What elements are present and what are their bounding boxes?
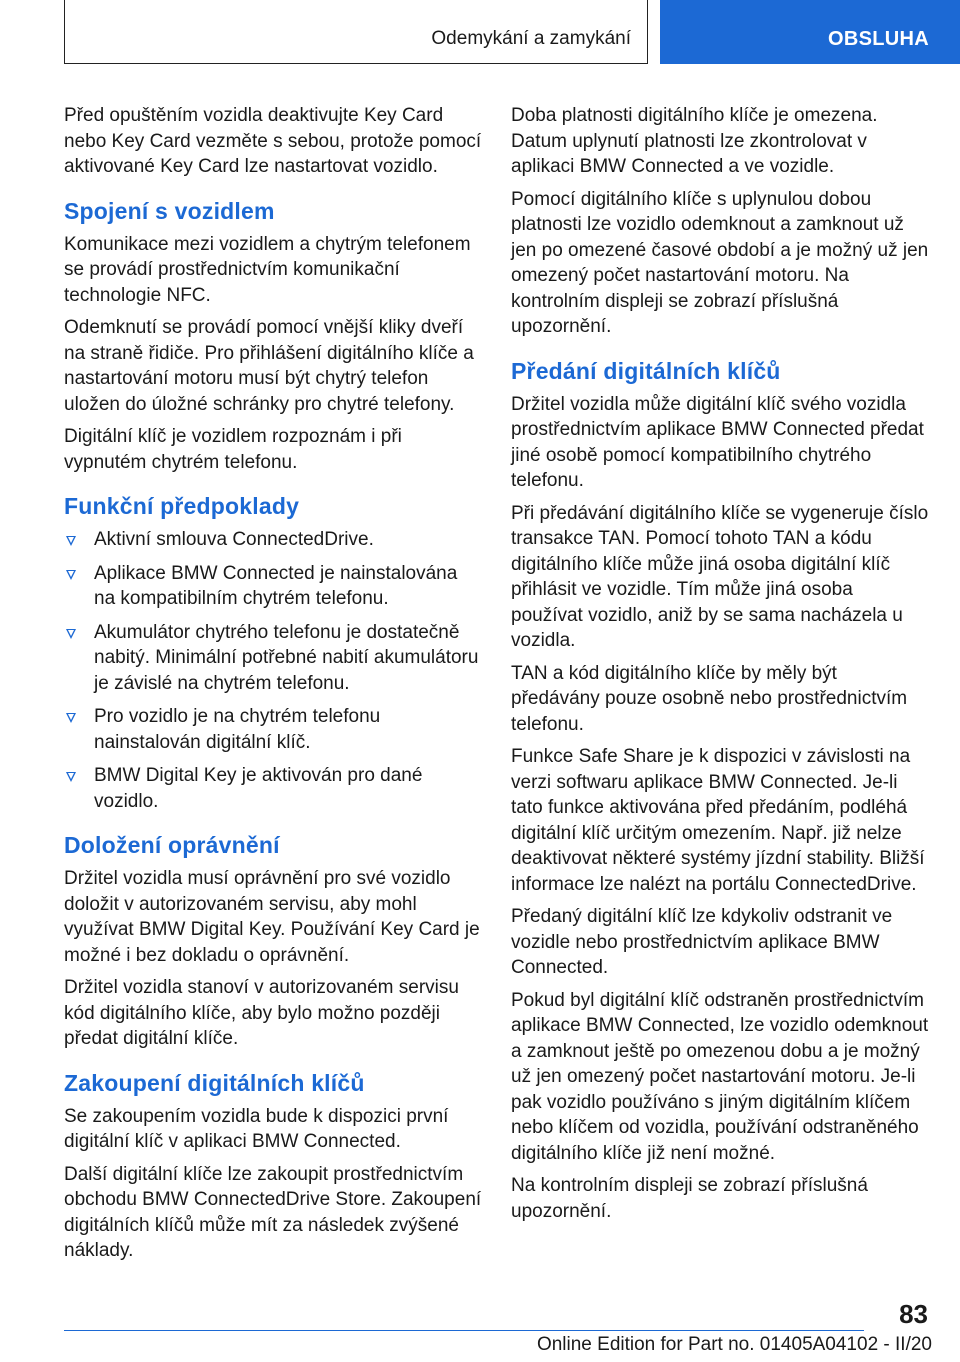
paragraph: Odemknutí se provádí pomocí vnější kliky dveří na straně řidiče. Pro přihlášení digitálního klíče a nastartování motoru musí být chytrý telefon uložen do úložné schránky pro chytré telefony. [64, 317, 474, 415]
paragraph: Funkce Safe Share je k dispozici v závislosti na verzi softwaru aplikace BMW Connected. Je-li tato funkce aktivována před předáním, podléhá digitální klíč určitým omezením. Např. již nelze deaktivovat některé systémy jízdní stability. Bližší informace lze nalézt na portálu ConnectedDrive. [511, 746, 925, 895]
paragraph: Komunikace mezi vozidlem a chytrým telefonem se provádí prostřednictvím komunikační technologie NFC. [64, 233, 471, 306]
paragraph: Další digitální klíče lze zakoupit prostřednictvím obchodu BMW ConnectedDrive Store. Zakoupení digitálních klíčů může mít za následek zvýšené náklady. [64, 1163, 482, 1261]
paragraph: Pokud byl digitální klíč odstraněn prostřednictvím aplikace BMW Connected, lze vozidlo odemknout a zamknout ještě po omezenou dobu a je možný už jen omezený počet nastartování motoru. Je-li pak vozidlo používáno s jiným digitálním klíčem nebo klíčem od vozidla, používání odstraněného digitálního klíče již není možné. [511, 989, 929, 1164]
paragraph: Na kontrolním displeji se zobrazí příslušná upozornění. [511, 1175, 868, 1222]
heading-prerequisites: Funkční předpoklady [64, 493, 300, 519]
triangle-bullet-icon [66, 536, 76, 546]
paragraph: Držitel vozidla musí oprávnění pro své vozidlo doložit v autorizovaném servisu, aby mohl využívat BMW Digital Key. Používání Key Card je možné i bez dokladu o oprávnění. [64, 868, 480, 966]
heading-handover: Předání digitálních klíčů [511, 357, 781, 384]
prerequisites-list [64, 527, 482, 814]
edition-note: Online Edition for Part no. 01405A04102 - II/20 [536, 1334, 932, 1355]
list-item [64, 620, 482, 697]
list-item-text: Akumulátor chytrého telefonu je dostatečně nabitý. Minimální potřebné nabití akumulátoru je závislé na chytrém telefonu. [94, 621, 479, 694]
section-title: Odemykání a zamykání [431, 28, 631, 49]
list-item-text: Aplikace BMW Connected je nainstalována na kompatibilním chytrém telefonu. [94, 562, 458, 609]
triangle-bullet-icon [66, 629, 76, 639]
list-item-text: Aktivní smlouva ConnectedDrive. [94, 529, 374, 550]
list-item [64, 704, 482, 755]
section-title-box [64, 0, 648, 64]
right-column [511, 103, 929, 1231]
heading-purchase: Zakoupení digitálních klíčů [64, 1069, 365, 1096]
paragraph: Držitel vozidla stanoví v autorizovaném servisu kód digitálního klíče, aby bylo možno později předat digitální klíče. [64, 977, 459, 1049]
paragraph: Držitel vozidla může digitální klíč svého vozidla prostřednictvím aplikace BMW Connected předat jiné osobě pomocí kompatibilního chytrého telefonu. [511, 393, 924, 491]
list-item [64, 527, 482, 553]
intro-paragraph: Před opuštěním vozidla deaktivujte Key Card nebo Key Card vezměte s sebou, protože pomocí aktivované Key Card lze nastartovat vozidlo. [64, 105, 482, 177]
list-item-text: Pro vozidlo je na chytrém telefonu nainstalován digitální klíč. [94, 706, 381, 753]
triangle-bullet-icon [66, 713, 76, 723]
triangle-bullet-icon [66, 570, 76, 580]
page-number: 83 [899, 1299, 928, 1329]
paragraph: Pomocí digitálního klíče s uplynulou dobou platnosti lze vozidlo odemknout a zamknout už jen po omezené časové období a je možný už jen omezený počet nastartování motoru. Na kontrolním displeji se zobrazí příslušná upozornění. [511, 188, 929, 337]
left-column [64, 103, 482, 1271]
paragraph: Doba platnosti digitálního klíče je omezena. Datum uplynutí platnosti lze zkontrolovat v aplikaci BMW Connected a ve vozidle. [511, 105, 878, 177]
paragraph: Se zakoupením vozidla bude k dispozici první digitální klíč v aplikaci BMW Connected. [64, 1105, 449, 1152]
chapter-tab: OBSLUHA [660, 0, 960, 64]
heading-connection: Spojení s vozidlem [64, 197, 275, 224]
list-item-text: BMW Digital Key je aktivován pro dané vozidlo. [94, 765, 423, 812]
page-header [0, 0, 960, 66]
list-item [64, 561, 482, 612]
heading-authorization: Doložení oprávnění [64, 832, 280, 858]
paragraph: Při předávání digitálního klíče se vygeneruje číslo transakce TAN. Pomocí tohoto TAN a kódu digitálního klíče může jiná osoba digitální klíč přihlásit ve vozidle. Tím může jiná osoba používat vozidlo, aniž by se sama nacházela u vozidla. [511, 502, 929, 651]
list-item [64, 763, 482, 814]
paragraph: Předaný digitální klíč lze kdykoliv odstranit ve vozidle nebo prostřednictvím aplikace BMW Connected. [511, 906, 893, 978]
triangle-bullet-icon [66, 772, 76, 782]
paragraph: Digitální klíč je vozidlem rozpoznám i při vypnutém chytrém telefonu. [64, 426, 402, 473]
paragraph: TAN a kód digitálního klíče by měly být předávány pouze osobně nebo prostřednictvím telefonu. [511, 662, 908, 735]
footer-divider [64, 1330, 864, 1331]
